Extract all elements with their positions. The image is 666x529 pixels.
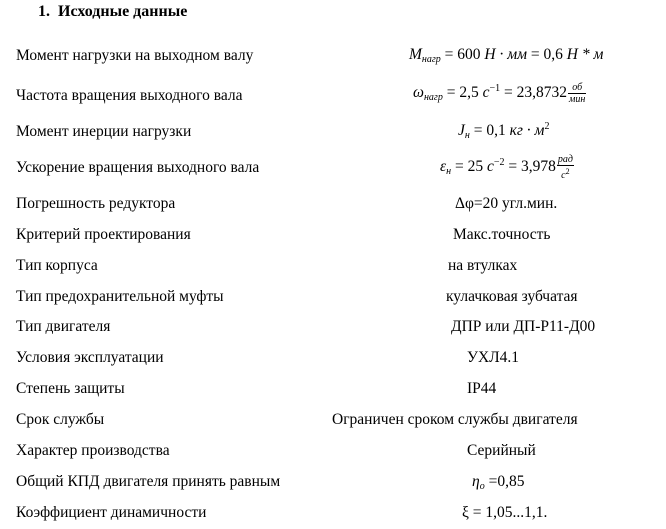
label-output-speed: Частота вращения выходного вала xyxy=(16,87,243,104)
value-production-type: Серийный xyxy=(467,442,536,459)
value-clutch-type: кулачковая зубчатая xyxy=(446,288,578,305)
formula-output-acceleration: $\varepsilon_н = 25$ $с^{-2} = 3,978$ $\frac{\text{рад}}{с^2}$ xyxy=(440,154,573,181)
section-heading xyxy=(38,3,187,21)
section-number: 1. xyxy=(38,3,50,20)
label-total-efficiency: Общий КПД двигателя принять равным xyxy=(16,473,281,490)
formula-load-inertia: $J_н = 0,1$ кг · $м^2$ xyxy=(458,121,550,141)
label-production-type: Характер производства xyxy=(16,442,170,459)
label-service-life: Срок службы xyxy=(16,411,105,428)
formula-load-moment: $M_{нагр} = 600$ Н · мм = 0,6 Н * м xyxy=(409,46,604,65)
label-housing-type: Тип корпуса xyxy=(16,257,98,274)
value-motor-type: ДПР или ДП-Р11-Д00 xyxy=(451,318,596,335)
label-protection-degree: Степень защиты xyxy=(16,380,125,397)
value-design-criterion: Макс.точность xyxy=(453,226,551,243)
formula-output-speed: $\omega_{нагр} = 2,5$ $с^{-1} = 23,8732$ $\frac{об}{\text{мин}}$ xyxy=(413,82,586,105)
label-dynamic-coefficient: Коэффициент динамичности xyxy=(16,504,207,521)
value-gearbox-error: Δφ=20 угл.мин. xyxy=(455,195,558,212)
value-service-life: Ограничен сроком службы двигателя xyxy=(332,411,578,428)
label-output-acceleration: Ускорение вращения выходного вала xyxy=(16,159,260,176)
label-operating-conditions: Условия эксплуатации xyxy=(16,349,164,366)
label-design-criterion: Критерий проектирования xyxy=(16,226,191,243)
value-operating-conditions: УХЛ4.1 xyxy=(467,349,520,366)
label-clutch-type: Тип предохранительной муфты xyxy=(16,288,224,305)
label-load-inertia: Момент инерции нагрузки xyxy=(16,123,192,140)
value-dynamic-coefficient: ξ = 1,05...1,1. xyxy=(462,504,548,521)
value-housing-type: на втулках xyxy=(448,257,518,274)
value-protection-degree: IP44 xyxy=(467,380,497,397)
label-load-moment: Момент нагрузки на выходном валу xyxy=(16,47,254,64)
label-motor-type: Тип двигателя xyxy=(16,318,111,335)
section-title: Исходные данные xyxy=(58,3,188,20)
formula-total-efficiency: $\eta_о =0,85$ xyxy=(472,473,525,492)
label-gearbox-error: Погрешность редуктора xyxy=(16,195,176,212)
